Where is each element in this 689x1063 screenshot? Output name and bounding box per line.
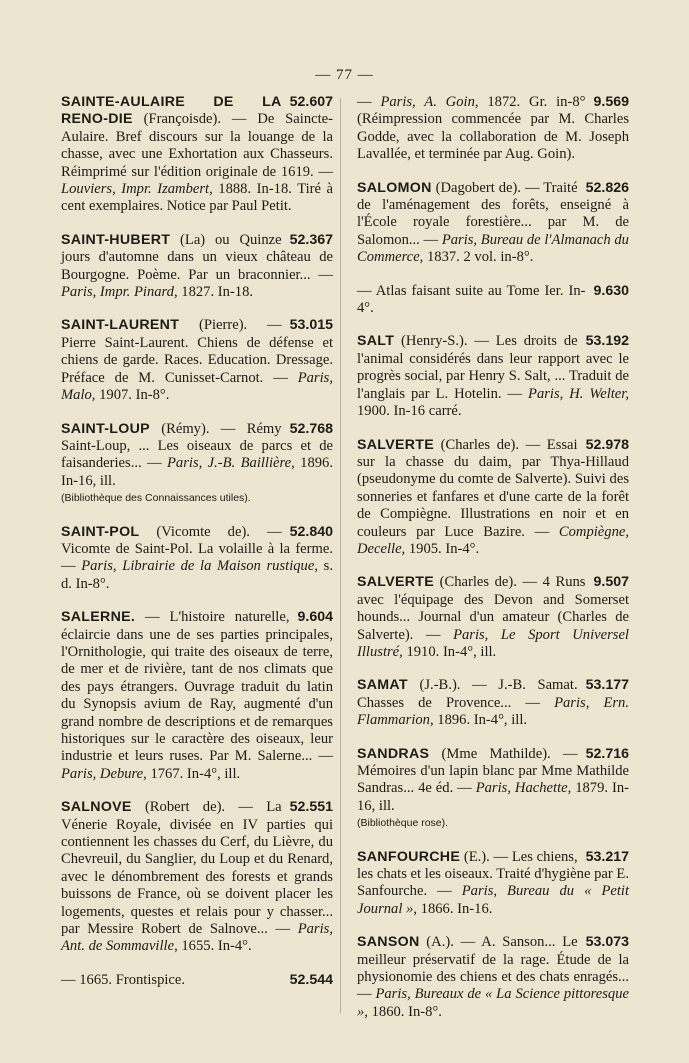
page-number: — 77 —	[315, 67, 374, 83]
catalog-entry	[357, 283, 629, 318]
entry-description: (A.). — A. Sanson... Le meilleur préservatif de la rage. Étude de la physionomie des chiens et des chats enragés... —	[357, 934, 629, 1003]
catalog-number: 53.177	[585, 677, 629, 694]
catalog-number: 52.768	[289, 420, 333, 437]
entry-publisher: Paris, Bureau de l'Almanach du Commerce,	[357, 231, 629, 266]
entry-publisher: Compiègne, Decelle,	[357, 523, 629, 557]
entry-description: —	[357, 94, 381, 110]
catalog-number: 52.826	[585, 179, 629, 196]
entry-heading: SALOMON	[357, 179, 432, 196]
catalog-entry	[61, 799, 333, 956]
column-divider	[340, 98, 341, 1013]
entry-publisher: Paris, Debure,	[61, 765, 147, 782]
entry-text	[357, 180, 629, 267]
entry-description: — Atlas faisant suite au Tome Ier. In-4°.	[357, 282, 586, 317]
catalog-number: 9.569	[593, 94, 629, 110]
entry-heading: SAINT-LOUP	[61, 420, 150, 437]
entry-publisher: Paris, Impr. Pinard,	[61, 284, 178, 301]
catalog-entry	[61, 94, 333, 216]
catalog-number: 9.507	[593, 574, 629, 591]
entry-note: (Bibliothèque rose).	[357, 817, 449, 830]
catalog-entry	[357, 574, 629, 661]
entry-text	[357, 574, 629, 661]
entry-imprint: 1860. In-8°.	[367, 1003, 442, 1020]
entry-heading: SAINT-LAURENT	[61, 317, 180, 334]
entry-imprint: 1655. In-4°.	[177, 938, 252, 955]
entry-text	[61, 232, 333, 302]
catalog-number: 53.192	[585, 333, 629, 350]
entry-text	[357, 746, 629, 816]
entry-text	[61, 799, 333, 956]
entry-heading: SAINT-HUBERT	[61, 231, 171, 248]
entry-description: (E.). — Les chiens, les chats et les oiseaux. Traité d'hygiène par E. Sanfourche. —	[357, 848, 629, 900]
entry-description: (Charles de). — 4 Runs avec l'équipage des Devon and Somerset hounds... Journal d'un amateur (Charles de Salverte). —	[357, 574, 629, 643]
entry-text	[61, 421, 333, 491]
entry-imprint: 1767. In-4°, ill.	[146, 765, 241, 782]
catalog-number: 52.367	[289, 231, 333, 248]
entry-description: (La) ou Quinze jours d'automne dans un vieux château de Bourgogne. Poème. Par un braconnier... —	[61, 231, 333, 283]
entry-description: — L'histoire naturelle, éclaircie dans une de ses parties principales, l'Ornithologie, qui traite des oiseaux de terre, de mer et de rivière, tant de nos climats que des pays étrangers. Ouvrage traduit du latin du Synopsis avium de Ray, augmenté d'un grand nombre de descriptions et de remarques historiques sur le caractère des oiseaux, leur industrie et leurs ruses. Par M. Salerne... —	[61, 609, 333, 765]
entry-heading: SAMAT	[357, 677, 408, 694]
catalog-number: 9.604	[297, 609, 333, 626]
entry-imprint: 1866. In-16.	[417, 900, 493, 917]
left-column	[61, 94, 333, 1005]
entry-publisher: Paris, Ant. de Sommaville,	[61, 921, 333, 955]
entry-description: (Henry-S.). — Les droits de l'animal considérés dans leur rapport avec le progrès social, par Henry S. Salt, ... Traduit de l'anglais par L. Hotelin. —	[357, 333, 629, 402]
catalog-number: 52.551	[289, 799, 333, 816]
entry-imprint: 1888. In-18. Tiré à cent exemplaires. Notice par Paul Petit.	[61, 181, 333, 215]
catalog-entry	[61, 232, 333, 302]
entry-imprint: s. d. In-8°.	[61, 558, 333, 592]
entry-text	[61, 317, 333, 404]
entry-heading: SALT	[357, 333, 395, 350]
entry-imprint: 1896. In-16, ill.	[61, 455, 334, 489]
entry-heading: SALERNE.	[61, 609, 136, 626]
entry-heading: SAINTE-AULAIRE DE LA RENO-DIE	[61, 94, 282, 128]
right-column	[357, 94, 629, 1037]
entry-imprint: 1907. In-8°.	[95, 387, 170, 404]
entry-heading: SANSON	[357, 934, 420, 951]
entry-publisher: Paris, Malo,	[61, 369, 333, 404]
entry-heading: SANFOURCHE	[357, 848, 461, 865]
catalog-entry	[61, 421, 333, 508]
catalog-entry	[357, 437, 629, 559]
catalog-entry	[357, 333, 629, 420]
entry-imprint: 1900. In-16 carré.	[357, 403, 462, 420]
entry-description: (Dagobert de). — Traité de l'aménagement des forêts, enseigné à l'École royale forestière... par M. de Salomon... —	[357, 179, 629, 248]
entry-description: (J.-B.). — J.-B. Samat. Chasses de Provence... —	[357, 677, 578, 711]
entry-text	[61, 94, 333, 216]
catalog-entry	[357, 677, 629, 729]
entry-text	[61, 972, 333, 989]
entry-heading: SANDRAS	[357, 745, 430, 762]
entry-publisher: Louviers, Impr. Izambert,	[61, 181, 213, 198]
entry-text	[357, 333, 629, 420]
catalog-number: 52.840	[289, 523, 333, 540]
entry-imprint: 1905. In-4°.	[405, 540, 480, 557]
entry-publisher: Paris, Librairie de la Maison rustique,	[81, 558, 318, 575]
catalog-entry	[357, 94, 629, 164]
catalog-entry	[357, 180, 629, 267]
entry-description: (Françoisde). — De Saincte-Aulaire. Bref discours sur la louange de la chasse, avec une Exhortation aux Chasseurs. Réimprimé sur l'édition originale de 1619. —	[61, 111, 333, 180]
entry-description: — 1665. Frontispice.	[61, 971, 186, 988]
entry-publisher: Paris, Le Sport Universel Illustré,	[357, 626, 629, 660]
entry-text	[61, 524, 333, 594]
entry-heading: SALVERTE	[357, 436, 435, 453]
catalog-entry	[357, 934, 629, 1021]
catalog-number: 52.716	[585, 745, 629, 762]
catalog-number: 53.015	[289, 317, 333, 334]
entry-publisher: Paris, Hachette,	[475, 780, 572, 797]
entry-description: (Robert de). — La Vénerie Royale, divisée en IV parties qui contiennent les chasses du Cerf, du Lièvre, du Chevreuil, du Sanglier, du Loup et du Renard, avec le dénombrement des forests et grands buissons de France, où se doivent placer les logements, questes et relais pour y chasser... par Messire Robert de Salnove... —	[61, 799, 333, 938]
catalog-entry	[61, 609, 333, 783]
entry-publisher: Paris, A. Goin,	[380, 94, 479, 110]
entry-description: (Charles de). — Essai sur la chasse du daim, par Thya-Hillaud (pseudonyme du comte de Salverte). Suivi des sonneries et fanfares et d'une carte de la forêt de Compiègne. Illustrations en noir et en couleurs par Luce Bazire. —	[357, 436, 629, 540]
catalog-entry	[357, 746, 629, 833]
entry-imprint: 1837. 2 vol. in-8°.	[423, 249, 534, 266]
entry-text	[61, 609, 333, 783]
entry-publisher: Paris, J.-B. Baillière,	[167, 455, 295, 472]
entry-publisher: Paris, Bureau du « Petit Journal »,	[357, 883, 629, 917]
entry-imprint: 1896. In-4°, ill.	[433, 712, 528, 729]
entry-heading: SALVERTE	[357, 574, 435, 591]
catalog-entry	[61, 524, 333, 594]
entry-publisher: Paris, Bureaux de « La Science pittoresque »,	[357, 986, 629, 1020]
entry-text	[357, 677, 629, 729]
catalog-entry	[61, 972, 333, 989]
catalog-number: 52.607	[289, 94, 333, 110]
entry-imprint: 1910. In-4°, ill.	[402, 643, 497, 660]
entry-imprint: 1879. In-16, ill.	[357, 780, 629, 814]
entry-imprint: 1872. Gr. in-8° (Réimpression commencée par M. Charles Godde, avec la collaboration de M. Joseph Lavallée, et terminée par Aug. Goin).	[357, 94, 629, 163]
entry-description: (Rémy). — Rémy Saint-Loup, ... Les oiseaux de parcs et de faisanderies... —	[61, 420, 333, 472]
entry-description: (Pierre). — Pierre Saint-Laurent. Chiens de défense et chiens de garde. Races. Education. Dressage. Préface de M. Cunisset-Carnot. —	[61, 317, 333, 386]
entry-note: (Bibliothèque des Connaissances utiles).	[61, 492, 251, 505]
entry-text	[357, 437, 629, 559]
entry-heading: SALNOVE	[61, 799, 132, 816]
entry-description: (Vicomte de). — Vicomte de Saint-Pol. La volaille à la ferme. —	[61, 523, 333, 575]
catalog-number: 53.073	[585, 934, 629, 951]
catalog-entry	[61, 317, 333, 404]
entry-imprint: 1827. In-18.	[177, 284, 254, 301]
catalog-number: 52.544	[289, 971, 333, 988]
entry-text	[357, 934, 629, 1021]
catalog-entry	[357, 849, 629, 919]
entry-text	[357, 283, 629, 318]
entry-publisher: Paris, H. Welter,	[528, 385, 629, 402]
entry-text	[357, 94, 629, 164]
entry-text	[357, 849, 629, 919]
entry-description: (Mme Mathilde). — Mémoires d'un lapin blanc par Mme Mathilde Sandras... 4e éd. —	[357, 745, 629, 797]
catalog-number: 53.217	[585, 848, 629, 865]
catalog-number: 9.630	[593, 282, 629, 299]
entry-heading: SAINT-POL	[61, 523, 140, 540]
entry-publisher: Paris, Ern. Flammarion,	[357, 694, 629, 729]
catalog-number: 52.978	[585, 436, 629, 453]
